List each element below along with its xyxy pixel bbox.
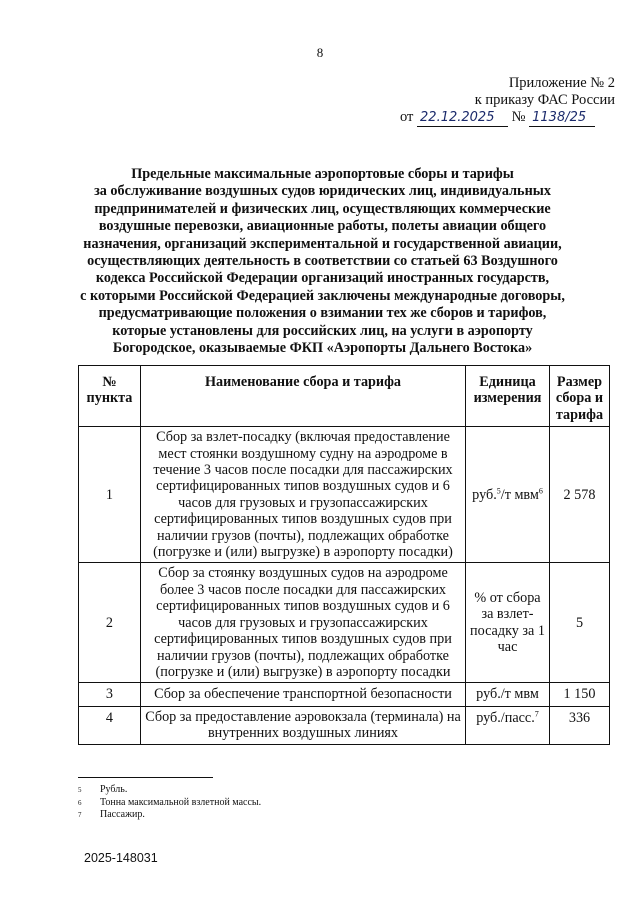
row-num: 4: [79, 706, 141, 744]
row-unit: [466, 427, 550, 563]
row-value: 336: [549, 706, 609, 744]
table-row: [79, 563, 610, 683]
title-line: Богородское, оказываемые ФКП «Аэропорты Дальнего Востока»: [112, 340, 533, 357]
header-unit: Единица измерения: [466, 366, 550, 427]
unit-text: руб.: [472, 486, 497, 503]
unit-text: % от сбора за взлет-посадку за 1 час: [470, 590, 545, 656]
appendix-order-ref: к приказу ФАС России: [474, 92, 615, 108]
row-num: 3: [79, 683, 141, 706]
table-row: [79, 427, 610, 563]
row-name: Сбор за взлет-посадку (включая предоставление мест стоянки воздушному судну на аэродроме в течение 3 часов после посадки для пассажирских сертифицированных типов воздушных судов и 6 часов для грузовых и грузопассажирских сертифицированных типов воздушных судов при наличии грузов (почты), подлежащих обработке (погрузке и (или) выгрузке) в аэропорту посадки): [140, 427, 465, 563]
unit-text: руб./т мвм: [476, 686, 539, 703]
title-line: осуществляющих деятельность в соответствии со статьей 63 Воздушного: [87, 253, 558, 270]
row-name: Сбор за обеспечение транспортной безопасности: [140, 683, 465, 706]
document-title: [60, 166, 585, 357]
number-label: №: [511, 109, 526, 125]
footnote: [78, 784, 261, 797]
from-label: от: [400, 109, 414, 125]
page-number: 8: [316, 45, 324, 60]
row-name: Сбор за предоставление аэровокзала (терминала) на внутренних воздушных линиях: [140, 706, 465, 744]
table-row: [79, 706, 610, 744]
header-name: Наименование сбора и тарифа: [140, 366, 465, 427]
title-line: предпринимателей и физических лиц, осуществляющих коммерческие: [94, 200, 551, 217]
footnote-ref: 5: [496, 485, 501, 495]
title-line: за обслуживание воздушных судов юридических лиц, индивидуальных: [94, 183, 551, 200]
appendix-title: Приложение № 2: [508, 75, 615, 91]
header-num: № пункта: [79, 366, 141, 427]
row-num: 1: [79, 427, 141, 563]
row-value: 2 578: [549, 427, 609, 563]
unit-text: руб./пасс.: [476, 709, 535, 726]
row-value: 5: [549, 563, 609, 683]
footnotes: [78, 784, 261, 822]
title-line: которые установлены для российских лиц, на услуги в аэропорту: [112, 322, 533, 339]
row-value: 1 150: [549, 683, 609, 706]
footnote-divider: [78, 777, 213, 778]
title-line: с которыми Российской Федерацией заключены международные договоры,: [80, 287, 565, 304]
row-unit: [466, 563, 550, 683]
title-line: кодекса Российской Федерации организаций иностранных государств,: [95, 270, 550, 287]
footnote-mark: 5: [78, 786, 82, 794]
row-num: 2: [79, 563, 141, 683]
footnote-ref: 7: [534, 708, 539, 718]
title-line: предусматривающие положения о взимании тех же сборов и тарифов,: [98, 305, 547, 322]
table-row: [79, 683, 610, 706]
footnote-text: Пассажир.: [100, 809, 145, 820]
header-size: Размер сбора и тарифа: [549, 366, 609, 427]
tariffs-table: [78, 365, 610, 745]
handwritten-date: 22.12.2025: [417, 109, 508, 127]
document-code: 2025-148031: [84, 851, 158, 865]
footnote: [78, 797, 261, 810]
handwritten-number: 1138/25: [529, 109, 595, 127]
footnote: [78, 809, 261, 822]
table-header-row: [79, 366, 610, 427]
footnote-text: Рубль.: [100, 784, 128, 795]
title-line: назначения, организаций экспериментальной и государственной авиации,: [83, 235, 562, 252]
appendix-date-number: [400, 109, 615, 127]
row-unit: [466, 706, 550, 744]
footnote-mark: 7: [78, 811, 82, 819]
unit-text: /т мвм: [500, 486, 539, 503]
row-unit: [466, 683, 550, 706]
footnote-mark: 6: [78, 798, 82, 807]
title-line: Предельные максимальные аэропортовые сборы и тарифы: [131, 166, 514, 182]
appendix-block: [400, 75, 615, 127]
footnote-text: Тонна максимальной взлетной массы.: [100, 796, 262, 808]
footnote-ref: 6: [538, 485, 543, 495]
row-name: Сбор за стоянку воздушных судов на аэродроме более 3 часов после посадки для пассажирских сертифицированных типов воздушных судов и 6 часов для грузовых и грузопассажирских сертифицированных типов воздушных судов при наличии грузов (почты), подлежащих обработке (погрузке и (или) выгрузке) в аэропорту посадки: [140, 563, 465, 683]
title-line: воздушные перевозки, авиационные работы, полеты авиации общего: [98, 218, 547, 235]
